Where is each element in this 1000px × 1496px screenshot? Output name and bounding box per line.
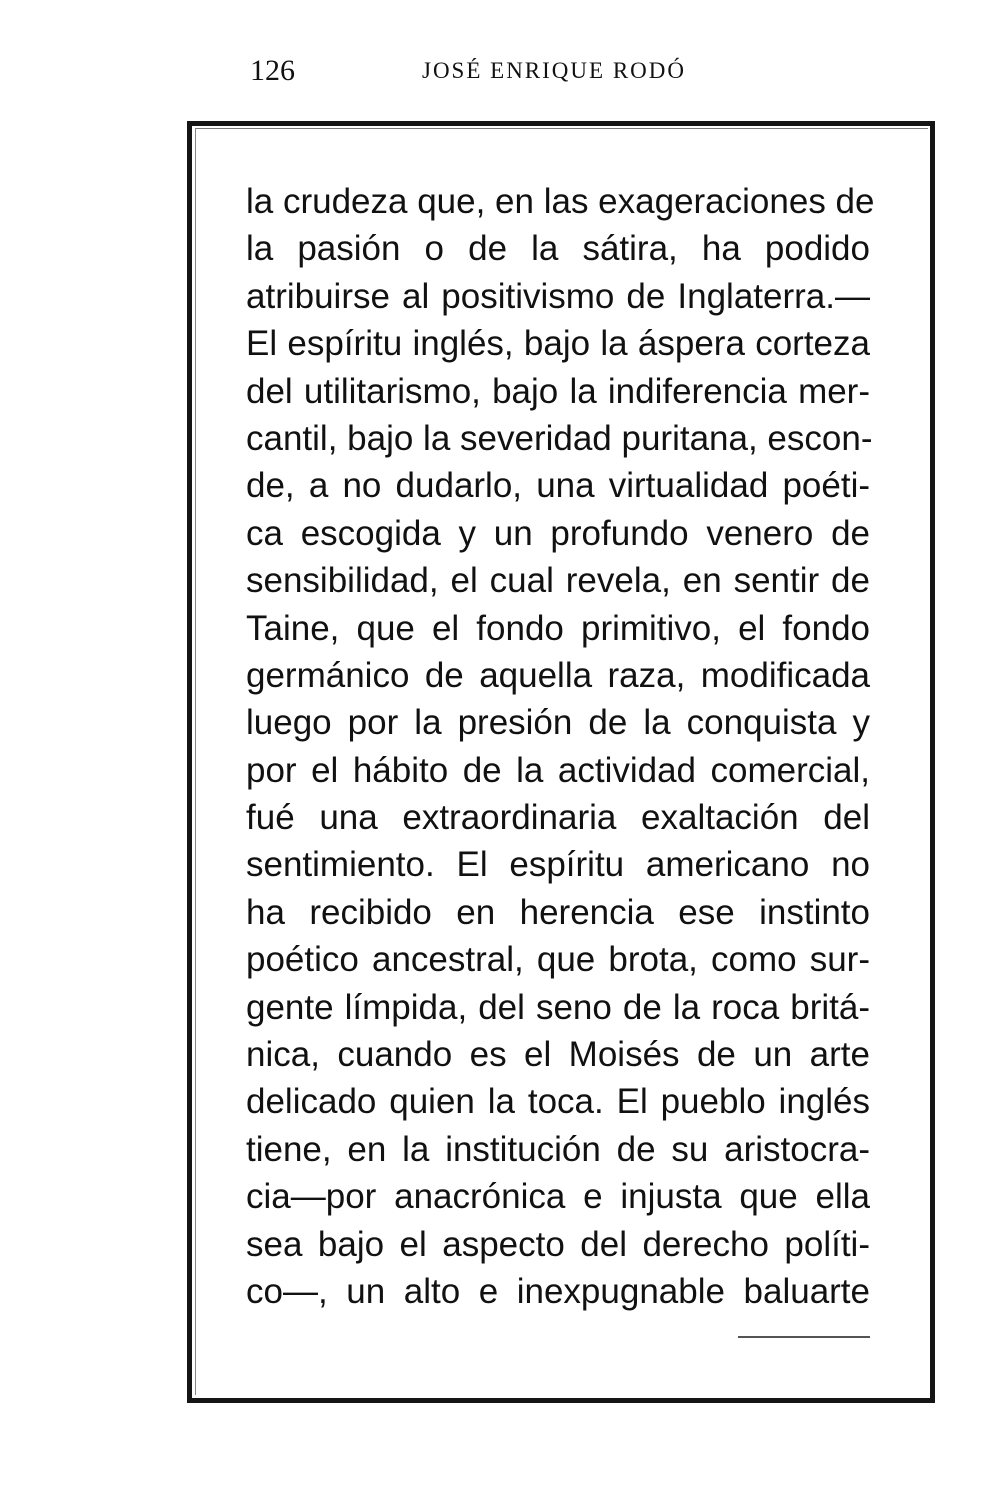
text-line: la crudeza que, en las exageraciones de [246,182,875,221]
text-line: del utilitarismo, bajo la indiferencia mer- [246,371,870,411]
running-head [250,46,810,96]
page-number: 126 [250,54,295,87]
text-line: Taine, que el fondo primitivo, el fondo [246,608,870,648]
text-line: atribuirse al positivismo de Inglaterra.— [246,276,870,316]
text-line: sea bajo el aspecto del derecho políti- [246,1224,870,1264]
text-line: gente límpida, del seno de la roca britá- [246,987,870,1027]
text-line: tiene, en la institución de su aristocra- [246,1129,870,1169]
text-line: cantil, bajo la severidad puritana, escon- [246,418,873,458]
text-line: nica, cuando es el Moisés de un arte [246,1035,870,1075]
text-line: ca escogida y un profundo venero de [246,513,870,553]
text-line: ha recibido en herencia ese instinto [246,892,870,932]
text-line: luego por la presión de la conquista y [246,703,870,743]
text-line: fué una extraordinaria exaltación del [246,798,870,838]
text-line: El espíritu inglés, bajo la áspera corteza [246,324,870,364]
running-title: JOSÉ ENRIQUE RODÓ [422,58,686,83]
body-text [246,178,875,1315]
text-line: co—, un alto e inexpugnable baluarte [246,1271,870,1311]
text-line: cia—por anacrónica e injusta que ella [246,1177,870,1217]
text-line: de, a no dudarlo, una virtualidad poéti- [246,466,870,506]
text-line: germánico de aquella raza, modificada [246,655,870,695]
text-line: la pasión o de la sátira, ha podido [246,229,870,269]
text-line: sentimiento. El espíritu americano no [246,845,870,885]
text-line: poético ancestral, que brota, como sur- [246,940,870,980]
text-line: por el hábito de la actividad comercial, [246,750,870,790]
text-line: sensibilidad, el cual revela, en sentir de [246,561,870,601]
text-line: delicado quien la toca. El pueblo inglés [246,1082,870,1122]
ink-underline-mark [738,1336,870,1338]
